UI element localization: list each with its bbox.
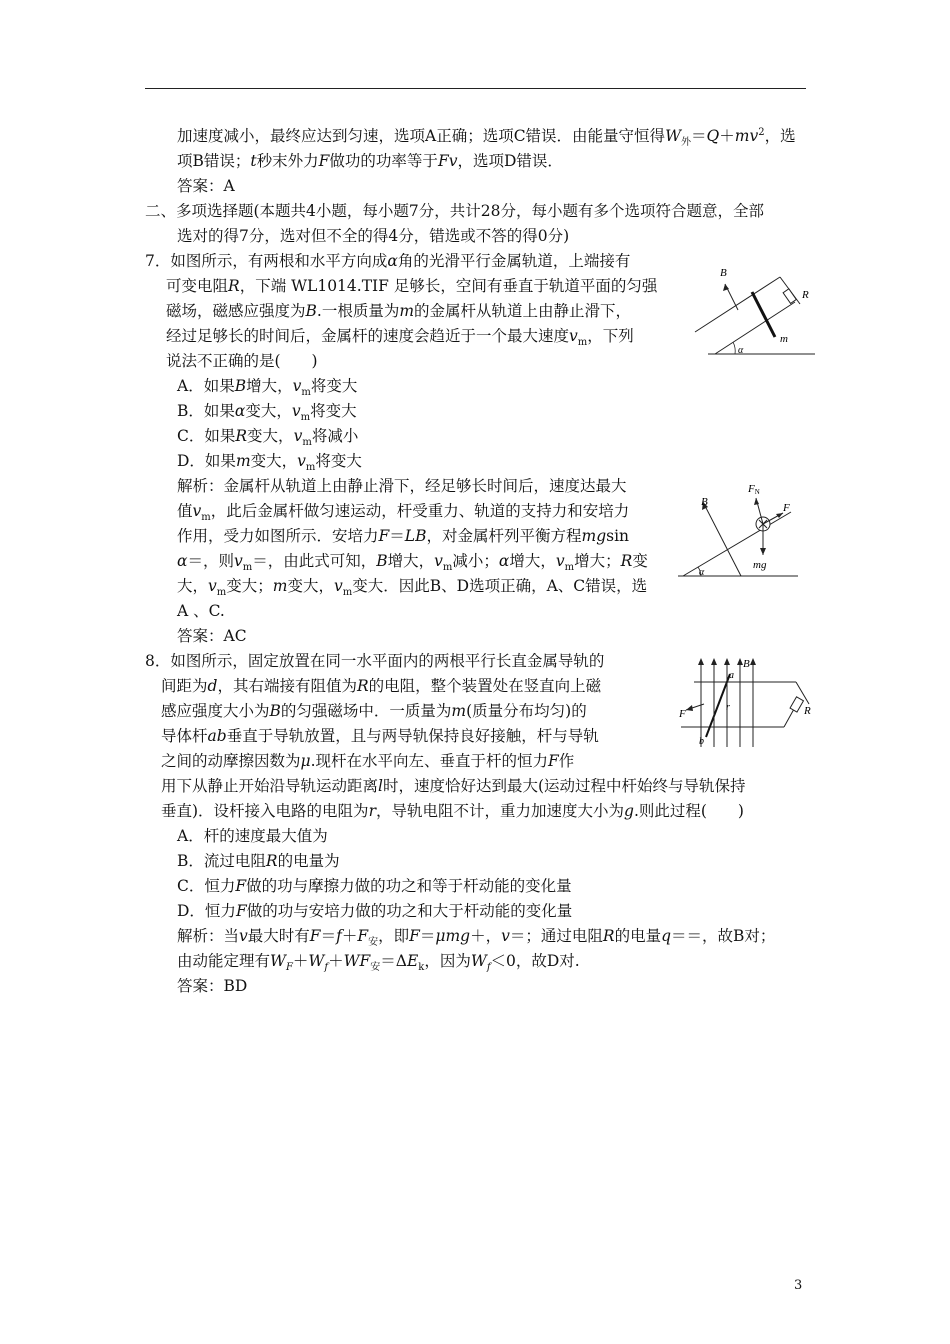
text: Fv [437, 152, 458, 170]
text: m [216, 587, 227, 599]
q8-line [161, 701, 587, 721]
text: ＝ [389, 527, 405, 545]
text: v [192, 502, 202, 520]
text: 将减小 [311, 427, 359, 445]
q7-line [166, 276, 657, 296]
text: v [297, 452, 306, 470]
q8-line [161, 676, 601, 696]
text: 用下从静止开始沿导轨运动距离 [161, 777, 379, 795]
text: r [368, 802, 376, 820]
label-alpha: α [699, 567, 705, 578]
text: 值 [177, 502, 193, 520]
text: ，下列 [587, 327, 634, 345]
q8-line: 8．如图所示，固定放置在同一水平面内的两根平行长直金属导轨的 [145, 652, 605, 670]
text: R [620, 552, 633, 570]
text: v [239, 927, 248, 945]
text: 的电量 [614, 927, 662, 945]
resistor-icon [790, 697, 803, 712]
text: v [434, 552, 443, 570]
horizontal-rails-figure [676, 652, 816, 752]
a8-line [177, 926, 776, 949]
text: m [300, 412, 311, 424]
text: 经过足够长的时间后，金属杆的速度会趋近于一个最大速度 [166, 327, 570, 345]
text: 减小； [452, 552, 499, 570]
resistor-icon [783, 289, 796, 304]
text: ＜0，故D对. [490, 952, 580, 970]
a7-line [177, 576, 648, 599]
label-b: B [701, 496, 708, 508]
text: 增大； [574, 552, 621, 570]
text: 外 [681, 137, 691, 149]
text: μ [435, 927, 446, 945]
section-heading: 二、多项选择题(本题共4小题，每小题7分，共计28分，每小题有多个选项符合题意，全部 [145, 202, 764, 220]
text: 7．如图所示，有两根和水平方向成 [145, 252, 388, 270]
text: 由动能定理有 [177, 952, 271, 970]
text: 角的光滑平行金属轨道，上端接有 [397, 252, 631, 270]
text: 将变大 [310, 377, 358, 395]
text: B．流过电阻 [177, 852, 266, 870]
text: ，下端 WL1014.TIF 足够长，空间有垂直于轨道平面的匀强 [239, 277, 658, 295]
text: v [291, 402, 301, 420]
text: d [207, 677, 218, 695]
text: 变大， [247, 427, 294, 445]
text: m [302, 437, 312, 449]
text: B．如果 [177, 402, 235, 420]
text: μ [300, 752, 311, 770]
text: m [242, 562, 253, 574]
text: 增大， [387, 552, 435, 570]
text: ＝ [320, 927, 337, 945]
label-mg: mg [753, 559, 767, 571]
text: R [228, 277, 240, 295]
text: t [250, 152, 257, 170]
text: 的匀强磁场中．一质量为 [280, 702, 452, 720]
q7-option-a [177, 376, 358, 399]
text: 做的功与安培力做的功之和大于杆动能的变化量 [246, 902, 573, 920]
text: ＋ [719, 127, 735, 145]
text: F [378, 527, 390, 545]
text: F [548, 752, 559, 770]
horizontal-rails-svg [676, 652, 816, 752]
a8-answer: 答案：BD [177, 977, 248, 995]
text: v [208, 577, 217, 595]
a7-line [177, 526, 629, 546]
text: 增大， [509, 552, 556, 570]
text: mg [581, 527, 607, 545]
a7-line [177, 501, 630, 524]
text: 的电量为 [277, 852, 340, 870]
text: ，导轨电阻不计，重力加速度大小为 [375, 802, 624, 820]
text: .则此过程( ) [633, 802, 744, 820]
text: 的电阻，整个装置处在竖直向上磁 [368, 677, 602, 695]
label-m: m [780, 333, 788, 345]
text: v [233, 552, 243, 570]
q7-option-d [177, 451, 362, 474]
force-diagram-figure [673, 480, 803, 582]
text: m [451, 702, 467, 720]
text: 安 [368, 937, 379, 949]
text: m [201, 512, 211, 524]
label-r: R [804, 705, 811, 717]
q8-option-b [177, 851, 340, 871]
text: 变大； [226, 577, 273, 595]
label-r: R [802, 289, 809, 301]
text: m [272, 577, 288, 595]
label-b: B [720, 267, 727, 279]
text: 将变大 [310, 402, 357, 420]
a7-answer: 答案：AC [177, 627, 247, 645]
text: 大， [177, 577, 209, 595]
text: m [577, 337, 588, 349]
text: 加速度减小，最终应达到匀速，选项A正确；选项C错误．由能量守恒得 [177, 127, 666, 145]
text: 可变电阻 [166, 277, 229, 295]
answer-line: 答案：A [177, 177, 235, 195]
text: 的金属杆从轨道上由静止滑下， [414, 302, 632, 320]
page-number: 3 [794, 1278, 803, 1293]
text: ，此后金属杆做匀速运动，杆受重力、轨道的支持力和安培力 [210, 502, 630, 520]
text: ＋ [328, 952, 344, 970]
text: F [357, 927, 369, 945]
label-b-end: b [699, 736, 704, 747]
text: 变大， [287, 577, 334, 595]
q7-line [166, 301, 631, 321]
text: LB [404, 527, 427, 545]
text: m [442, 562, 453, 574]
text-line [177, 151, 563, 171]
text: F [309, 927, 321, 945]
a7-line [177, 551, 648, 574]
text: W [308, 952, 325, 970]
header-rule [145, 88, 806, 89]
text: ＋ [341, 927, 358, 945]
text: ab [207, 727, 227, 745]
text: v [293, 427, 303, 445]
text: B [234, 377, 247, 395]
text: ，对金属杆列平衡方程 [426, 527, 582, 545]
text: C．恒力 [177, 877, 236, 895]
text: ＝；通过电阻 [509, 927, 603, 945]
text: F [235, 902, 247, 920]
text: 变 [632, 552, 648, 570]
q8-line [161, 726, 599, 746]
q8-line [161, 776, 746, 796]
text: v [334, 577, 343, 595]
a7-line: A 、C. [177, 602, 225, 620]
label-r-small: r [726, 702, 730, 713]
text-line [177, 126, 796, 149]
q7-line [145, 251, 630, 271]
text: 导体杆 [161, 727, 208, 745]
text: R [356, 677, 369, 695]
text: W [270, 952, 286, 970]
text: 增大， [246, 377, 293, 395]
text: R [235, 427, 248, 445]
text: D．恒力 [177, 902, 236, 920]
label-f: F [783, 502, 790, 514]
text: 垂直于导轨放置，且与两导轨保持良好接触，杆与导轨 [226, 727, 599, 745]
text: 垂直)．设杆接入电路的电阻为 [161, 802, 369, 820]
force-diagram-svg [673, 480, 803, 582]
text: ＝ [419, 927, 436, 945]
label-b: B [743, 658, 750, 670]
text: 时，速度恰好达到最大(运动过程中杆始终与导轨保持 [382, 777, 746, 795]
q8-line [161, 751, 574, 771]
text: v [555, 552, 565, 570]
text: 做的功与摩擦力做的功之和等于杆动能的变化量 [246, 877, 572, 895]
text: f [486, 962, 491, 974]
text: f [336, 927, 342, 945]
q8-option-d [177, 901, 572, 921]
q8-option-c [177, 876, 572, 896]
rail-line [715, 302, 795, 354]
arrow-head-icon [686, 705, 693, 711]
text: W [470, 952, 487, 970]
text: ＝Δ [380, 952, 407, 970]
label-f: F [679, 708, 686, 720]
q8-line [161, 801, 744, 821]
arrow-head-icon [754, 498, 759, 505]
text: 变大， [245, 402, 292, 420]
text: 之间的动摩擦因数为 [161, 752, 301, 770]
text: m [305, 462, 316, 474]
text: ＋ [292, 952, 309, 970]
text: 秒末外力 [256, 152, 319, 170]
text: (质量分布均匀)的 [466, 702, 587, 720]
text: l [378, 777, 383, 795]
text: B [269, 702, 281, 720]
text: ＋， [470, 927, 502, 945]
label-fn-sub: N [754, 488, 760, 496]
text: F [235, 877, 247, 895]
text: g [624, 802, 634, 820]
label-a: a [729, 670, 734, 681]
text: 作 [558, 752, 575, 770]
text: f [324, 962, 329, 974]
text: m [301, 387, 311, 399]
incline-rails-svg [690, 262, 820, 362]
b-arrow-line [703, 502, 741, 576]
text: R [602, 927, 615, 945]
text: v [501, 927, 510, 945]
text: m [564, 562, 575, 574]
arrow-head-icon [750, 658, 756, 665]
text: F [318, 152, 330, 170]
text: 变大．因此B、D选项正确，A、C错误，选 [352, 577, 648, 595]
text: sin [606, 527, 630, 545]
text: v [292, 377, 302, 395]
text: 2 [758, 126, 765, 138]
text: m [235, 452, 251, 470]
arrow-head-icon [724, 658, 730, 665]
text: ，其右端接有阻值为 [217, 677, 357, 695]
arrow-head-icon [760, 548, 766, 555]
text: 磁场，磁感应强度为 [166, 302, 306, 320]
text: A．如果 [177, 377, 235, 395]
arrow-head-icon [711, 658, 717, 665]
text: 安 [370, 962, 381, 974]
text: 间距为 [161, 677, 208, 695]
text: k [418, 962, 425, 974]
text: α [387, 252, 398, 270]
text: ＝，由此式可知， [252, 552, 377, 570]
text: q [661, 927, 672, 945]
q7-option-b [177, 401, 357, 424]
text: 项B错误； [177, 152, 251, 170]
text: F [409, 927, 420, 945]
text: C．如果 [177, 427, 236, 445]
text: E [406, 952, 419, 970]
a8-line [177, 951, 580, 974]
text: ＝ [691, 127, 707, 145]
text: 最大时有 [247, 927, 310, 945]
text: ＝，则 [187, 552, 234, 570]
text: F [285, 962, 293, 974]
text: mg [445, 927, 471, 945]
text: α [177, 552, 188, 570]
text: m [399, 302, 415, 320]
text: α [498, 552, 510, 570]
text: W [665, 127, 681, 145]
text: 变大， [250, 452, 298, 470]
label-alpha: α [738, 345, 744, 356]
text: B [376, 552, 388, 570]
text: ，因为 [424, 952, 471, 970]
angle-arc [733, 342, 735, 354]
text: D．如果 [177, 452, 236, 470]
text: 将变大 [315, 452, 362, 470]
text: ，选项D错误． [457, 152, 563, 170]
label-fn-main: F [748, 483, 755, 495]
q7-line [166, 326, 634, 349]
metal-rod [752, 292, 775, 337]
text: m [342, 587, 353, 599]
a7-line: 解析：金属杆从轨道上由静止滑下，经足够长时间后，速度达最大 [177, 477, 627, 495]
text: mv [734, 127, 759, 145]
text: ，选 [764, 127, 796, 145]
text: ，即 [378, 927, 410, 945]
q7-option-c [177, 426, 359, 449]
label-fn [747, 483, 760, 496]
q7-line: 说法不正确的是( ) [166, 352, 318, 370]
text: .现杆在水平向左、垂直于杆的恒力 [310, 752, 549, 770]
text: 解析：当 [177, 927, 240, 945]
incline-rails-figure [690, 262, 820, 362]
section-heading-cont: 选对的得7分，选对但不全的得4分，错选或不答的得0分) [177, 227, 570, 245]
text: 作用，受力如图所示．安培力 [177, 527, 379, 545]
text: WF [343, 952, 371, 970]
rail-end [784, 709, 794, 727]
text: α [234, 402, 246, 420]
text: Q [706, 127, 720, 145]
text: 感应强度大小为 [161, 702, 270, 720]
q8-option-a: A．杆的速度最大值为 [177, 827, 328, 845]
text: B [305, 302, 317, 320]
text: v [569, 327, 578, 345]
arrow-head-icon [698, 658, 704, 665]
text: R [265, 852, 278, 870]
text: 做功的功率等于 [329, 152, 438, 170]
text: .一根质量为 [316, 302, 400, 320]
text: ＝＝，故B对； [671, 927, 776, 945]
